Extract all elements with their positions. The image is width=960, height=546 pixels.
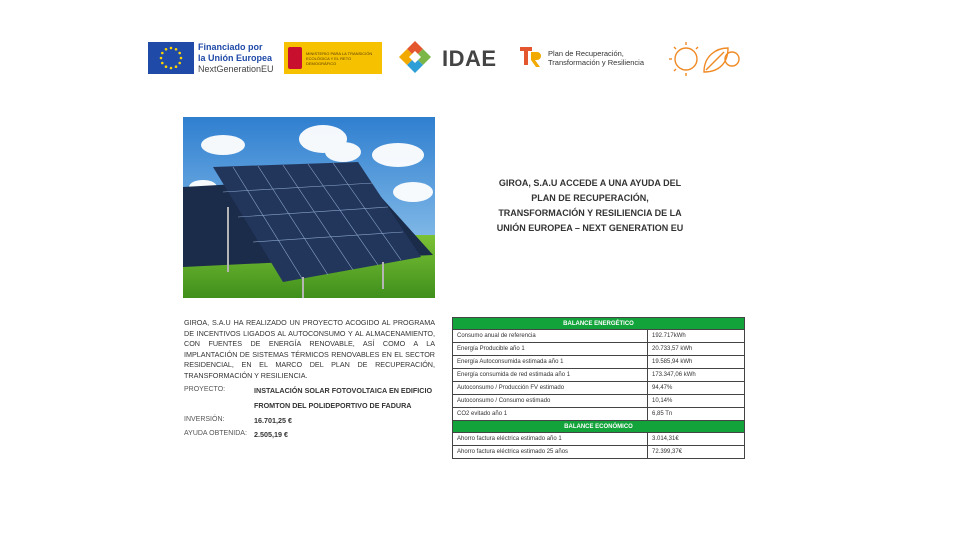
investment-value: 16.701,25 € [254,416,292,425]
project-description: GIROA, S.A.U HA REALIZADO UN PROYECTO ACOGIDO AL PROGRAMA DE INCENTIVOS LIGADOS AL AUTOCONSUMO Y AL ALMACENAMIENTO, CON FUENTES DE ENERGÍA RENOVABLE, ASÍ COMO A LA IMPLANTACIÓN DE SISTEMAS TÉRMICOS RENOVABLES EN EL SECTOR RESIDENCIAL, EN EL MARCO DEL PLAN DE RECUPERACIÓN, TRANSFORMACIÓN Y RESILIENCIA. [184,318,435,380]
headline: GIROA, S.A.U ACCEDE A UNA AYUDA DEL PLAN DE RECUPERACIÓN, TRANSFORMACIÓN Y RESILIENCIA DE LA UNIÓN EUROPEA – NEXT GENERATION EU [496,178,684,233]
idae-mark-icon [398,40,432,74]
project-label: PROYECTO: [184,386,226,393]
balance-table [452,317,745,459]
aid-label: AYUDA OBTENIDA: [184,430,247,437]
energy-balance-header: BALANCE ENERGÉTICO [453,318,745,330]
table-row: Consumo anual de referencia 192.717kWh [453,330,745,343]
eu-funding-text: Financiado por la Unión Europea NextGenerationEU [198,42,274,74]
eu-flag-icon [148,42,194,74]
prtr-text: Plan de Recuperación, Transformación y Resiliencia [548,49,645,67]
investment-label: INVERSIÓN: [184,416,225,423]
logo-strip: Financiado por la Unión Europea NextGenerationEU MINISTERIO PARA LA TRANSICIÓN ECOLÓGICA Y EL RETO DEMOGRÁFICO IDAE Plan de Recuperación, Transformación y Resiliencia [148,40,748,80]
ministry-logo: MINISTERIO PARA LA TRANSICIÓN ECOLÓGICA Y EL RETO DEMOGRÁFICO [284,42,382,74]
prtr-mark-icon [518,44,544,70]
project-value-line2: FROMTON DEL POLIDEPORTIVO DE FADURA [254,401,412,410]
table-row: Energía Autoconsumida estimada año 1 19.585,94 kWh [453,356,745,369]
table-row: Energía Producible año 1 20.733,57 kWh [453,343,745,356]
table-row: Autoconsumo / Producción FV estimado 94,47% [453,382,745,395]
spain-shield-icon [288,47,302,69]
aid-value: 2.505,19 € [254,430,288,439]
table-row: Ahorro factura eléctrica estimado año 1 3.014,31€ [453,433,745,446]
solar-panels-photo [183,117,435,298]
table-row: Energía consumida de red estimada año 1 173.347,06 kWh [453,369,745,382]
sun-leaf-icon [664,40,742,78]
table-row: Autoconsumo / Consumo estimado 10,14% [453,395,745,408]
economic-balance-header: BALANCE ECONÓMICO [453,421,745,433]
table-row: Ahorro factura eléctrica estimado 25 años 72.399,37€ [453,446,745,459]
project-value-line1: INSTALACIÓN SOLAR FOTOVOLTAICA EN EDIFICIO [254,386,433,395]
table-row: CO2 evitado año 1 6,85 Tn [453,408,745,421]
